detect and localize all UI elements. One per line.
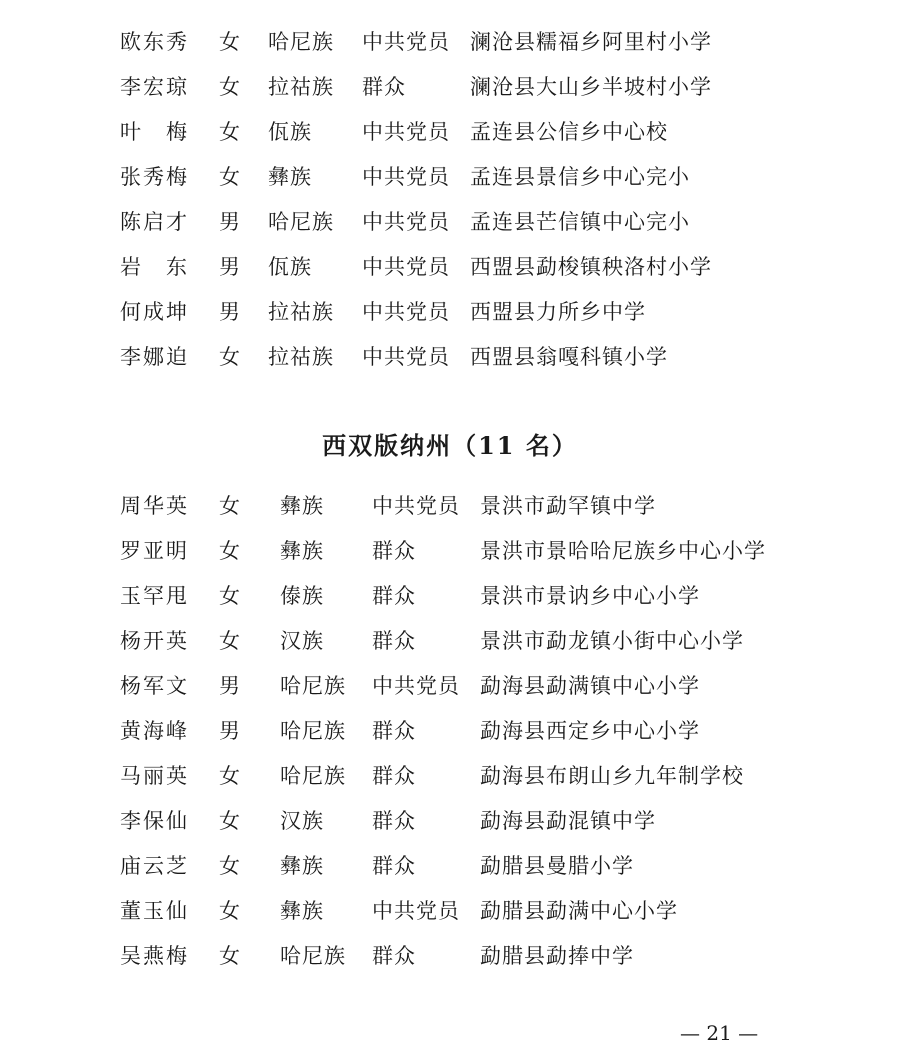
name: 周华英 [120, 494, 189, 518]
school: 孟连县芒信镇中心完小 [470, 210, 690, 234]
name: 杨开英 [120, 629, 189, 653]
political-status: 中共党员 [362, 165, 450, 189]
gender: 女 [219, 120, 240, 144]
list-item [0, 889, 900, 934]
gender: 女 [219, 899, 240, 923]
gender: 女 [219, 494, 240, 518]
school: 景洪市景哈哈尼族乡中心小学 [480, 539, 766, 563]
gender: 男 [219, 719, 240, 743]
gender: 女 [219, 854, 240, 878]
gender: 男 [219, 674, 240, 698]
name: 吴燕梅 [120, 944, 189, 968]
ethnicity: 哈尼族 [268, 210, 334, 234]
gender: 女 [219, 764, 240, 788]
list-item [0, 934, 900, 979]
list-item [0, 65, 900, 110]
name: 岩 东 [120, 255, 189, 279]
ethnicity: 汉族 [280, 629, 324, 653]
school: 西盟县勐梭镇秧洛村小学 [470, 255, 712, 279]
ethnicity: 汉族 [280, 809, 324, 833]
political-status: 群众 [372, 719, 416, 743]
list-item [0, 200, 900, 245]
name: 董玉仙 [120, 899, 189, 923]
school: 西盟县翁嘎科镇小学 [470, 345, 668, 369]
name: 欧东秀 [120, 30, 189, 54]
list-item [0, 20, 900, 65]
ethnicity: 彝族 [280, 899, 324, 923]
ethnicity: 拉祜族 [268, 75, 334, 99]
political-status: 中共党员 [362, 120, 450, 144]
list-item [0, 529, 900, 574]
name: 李保仙 [120, 809, 189, 833]
name: 罗亚明 [120, 539, 189, 563]
name: 陈启才 [120, 210, 189, 234]
name: 黄海峰 [120, 719, 189, 743]
page-number: — 21 — [680, 1021, 759, 1045]
ethnicity: 哈尼族 [280, 674, 346, 698]
ethnicity: 傣族 [280, 584, 324, 608]
name: 李宏琼 [120, 75, 189, 99]
gender: 女 [219, 809, 240, 833]
ethnicity: 拉祜族 [268, 300, 334, 324]
gender: 男 [219, 255, 240, 279]
name: 庙云芝 [120, 854, 189, 878]
list-item [0, 754, 900, 799]
list-item [0, 335, 900, 380]
gender: 女 [219, 539, 240, 563]
political-status: 群众 [372, 944, 416, 968]
ethnicity: 佤族 [268, 255, 312, 279]
school: 西盟县力所乡中学 [470, 300, 646, 324]
political-status: 群众 [362, 75, 406, 99]
list-item [0, 290, 900, 335]
ethnicity: 彝族 [280, 494, 324, 518]
school: 孟连县景信乡中心完小 [470, 165, 690, 189]
gender: 男 [219, 210, 240, 234]
name: 张秀梅 [120, 165, 189, 189]
gender: 男 [219, 300, 240, 324]
political-status: 中共党员 [372, 494, 460, 518]
list-item [0, 844, 900, 889]
political-status: 中共党员 [372, 674, 460, 698]
list-item [0, 709, 900, 754]
political-status: 群众 [372, 764, 416, 788]
political-status: 中共党员 [362, 210, 450, 234]
school: 勐腊县曼腊小学 [480, 854, 634, 878]
school: 勐海县勐满镇中心小学 [480, 674, 700, 698]
list-item [0, 110, 900, 155]
political-status: 中共党员 [362, 300, 450, 324]
school: 勐腊县勐满中心小学 [480, 899, 678, 923]
ethnicity: 佤族 [268, 120, 312, 144]
list-item [0, 155, 900, 200]
school: 勐海县勐混镇中学 [480, 809, 656, 833]
political-status: 中共党员 [362, 345, 450, 369]
name: 李娜迫 [120, 345, 189, 369]
name: 马丽英 [120, 764, 189, 788]
list-item [0, 245, 900, 290]
political-status: 群众 [372, 539, 416, 563]
school: 景洪市景讷乡中心小学 [480, 584, 700, 608]
gender: 女 [219, 75, 240, 99]
school: 勐海县西定乡中心小学 [480, 719, 700, 743]
school: 孟连县公信乡中心校 [470, 120, 668, 144]
political-status: 群众 [372, 629, 416, 653]
ethnicity: 哈尼族 [280, 719, 346, 743]
name: 杨军文 [120, 674, 189, 698]
ethnicity: 彝族 [280, 854, 324, 878]
list-item [0, 664, 900, 709]
ethnicity: 哈尼族 [280, 764, 346, 788]
political-status: 中共党员 [362, 30, 450, 54]
school: 勐海县布朗山乡九年制学校 [480, 764, 744, 788]
political-status: 群众 [372, 854, 416, 878]
ethnicity: 哈尼族 [280, 944, 346, 968]
list-item [0, 484, 900, 529]
list-item [0, 574, 900, 619]
ethnicity: 拉祜族 [268, 345, 334, 369]
school: 澜沧县糯福乡阿里村小学 [470, 30, 712, 54]
ethnicity: 彝族 [268, 165, 312, 189]
political-status: 中共党员 [372, 899, 460, 923]
school: 澜沧县大山乡半坡村小学 [470, 75, 712, 99]
school: 景洪市勐罕镇中学 [480, 494, 656, 518]
gender: 女 [219, 30, 240, 54]
political-status: 中共党员 [362, 255, 450, 279]
school: 景洪市勐龙镇小街中心小学 [480, 629, 744, 653]
gender: 女 [219, 165, 240, 189]
name: 玉罕甩 [120, 584, 189, 608]
gender: 女 [219, 944, 240, 968]
political-status: 群众 [372, 809, 416, 833]
ethnicity: 彝族 [280, 539, 324, 563]
list-item [0, 799, 900, 844]
gender: 女 [219, 629, 240, 653]
list-item [0, 619, 900, 664]
gender: 女 [219, 345, 240, 369]
political-status: 群众 [372, 584, 416, 608]
name: 叶 梅 [120, 120, 189, 144]
gender: 女 [219, 584, 240, 608]
section-title: 西双版纳州（11 名） [322, 431, 578, 460]
name: 何成坤 [120, 300, 189, 324]
school: 勐腊县勐捧中学 [480, 944, 634, 968]
ethnicity: 哈尼族 [268, 30, 334, 54]
